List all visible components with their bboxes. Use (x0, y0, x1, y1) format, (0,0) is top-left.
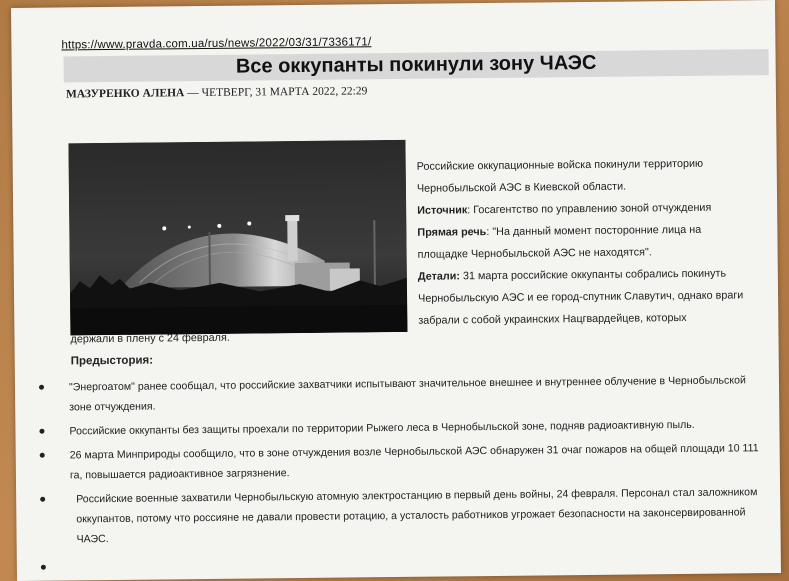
list-item-text: "Энергоатом" ранее сообщал, что российские захватчики испытывают значительное внешнее и внутреннее облучение в Чернобыльской зоне отчуждения. (68, 374, 746, 414)
article-headline: Все оккупанты покинули зону ЧАЭС (235, 51, 597, 78)
list-item (39, 414, 759, 442)
source-label: Источник (417, 204, 468, 217)
bullet-icon (39, 385, 44, 390)
list-item (40, 482, 761, 550)
bullet-icon (39, 429, 44, 434)
empty-bullet-icon (41, 565, 46, 570)
list-item (40, 438, 760, 486)
speech-text: : "На данный момент посторонние лица на площадке Чернобыльской АЭС не находятся". (417, 223, 702, 261)
list-item-text: Российские военные захватили Чернобыльскую атомную электростанцию в первый день войны, 24 февраля. Персонал стал заложником оккупантов, потому что россияне не давали провести ротацию, а усталость работников угрожает безопасности на законсервированной ЧАЭС. (76, 486, 758, 546)
bullet-icon (40, 497, 45, 502)
details-label: Детали: (417, 270, 460, 283)
publish-date: — ЧЕТВЕРГ, 31 МАРТА 2022, 22:29 (184, 85, 368, 100)
source-text: : Госагентство по управлению зоной отчуждения (467, 201, 712, 217)
list-item-text: 26 марта Минприроды сообщило, что в зоне отчуждения возле Чернобыльской АЭС обнаружен 31 очаг пожаров на общей площади 10 111 га, повышается радиоактивное загрязнение. (69, 442, 759, 482)
chernobyl-nuclear-plant-photo (68, 140, 407, 336)
byline (66, 85, 367, 100)
article-url: https://www.pravda.com.ua/rus/news/2022/03/31/7336171/ (61, 36, 372, 52)
printed-page (11, 0, 781, 581)
details-continuation: держали в плену с 24 февраля. (70, 331, 230, 346)
prehistory-list (39, 370, 761, 554)
speech-paragraph (417, 218, 747, 265)
prehistory-title: Предыстория: (70, 354, 154, 368)
article-sidebar-text (417, 152, 749, 331)
lead-paragraph: Российские оккупационные войска покинули территорию Чернобыльской АЭС в Киевской области. (416, 157, 704, 195)
details-paragraph (418, 262, 749, 331)
details-text: 31 марта российские оккупанты собрались покинуть Чернобыльскую АЭС и ее город-спутник Славутич, однако враги забрали с собой украинских Нацгвардейцев, которых (418, 267, 744, 327)
author-name: МАЗУРЕНКО АЛЕНА (65, 87, 185, 101)
list-item-text: Российские оккупанты без защиты проехали по территории Рыжего леса в Чернобыльской зоне, подняв радиоактивную пыль. (69, 418, 695, 438)
list-item (39, 370, 759, 418)
speech-label: Прямая речь (417, 226, 487, 239)
bullet-icon (40, 453, 45, 458)
